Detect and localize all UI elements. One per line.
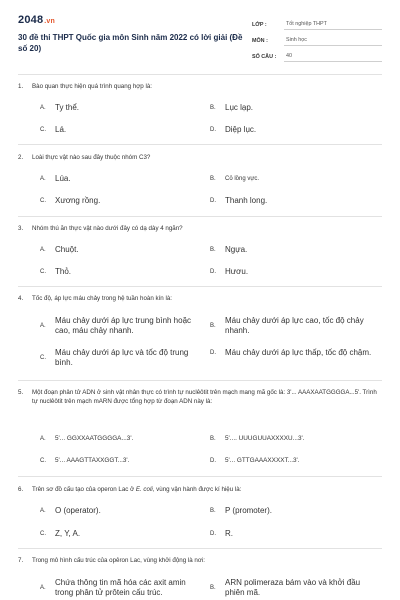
- option-text: Chuột.: [55, 245, 79, 254]
- question-number: 1.: [18, 83, 24, 90]
- meta-row-question-count: [252, 46, 382, 62]
- question-1: [18, 82, 382, 134]
- question-text: Bào quan thực hiện quá trình quang hợp là:: [32, 83, 153, 90]
- option-b[interactable]: [210, 316, 382, 336]
- option-b[interactable]: [210, 103, 253, 113]
- option-text: 5'... AAAGTTAXXGGT...3'.: [55, 457, 130, 464]
- option-letter: A.: [40, 585, 46, 591]
- meta-value: 40: [284, 53, 382, 62]
- meta-label: LỚP :: [252, 22, 267, 28]
- option-letter: A.: [40, 247, 46, 253]
- option-b[interactable]: [210, 434, 305, 444]
- option-a[interactable]: [40, 316, 210, 336]
- option-letter: D.: [210, 269, 216, 275]
- option-letter: D.: [210, 350, 216, 356]
- option-text: Máu chảy dưới áp lực và tốc độ trung bình.: [55, 348, 189, 367]
- question-text: Loài thực vật nào sau đây thuộc nhóm C3?: [32, 154, 151, 161]
- option-letter: A.: [40, 176, 46, 182]
- divider: [18, 380, 382, 381]
- option-text: Hươu.: [225, 267, 249, 276]
- option-text: Cỏ lồng vực.: [225, 176, 260, 182]
- option-letter: D.: [210, 458, 216, 464]
- option-text: Ty thể.: [55, 103, 80, 112]
- option-letter: A.: [40, 436, 46, 442]
- option-d[interactable]: [210, 456, 300, 466]
- question-number: 2.: [18, 154, 24, 161]
- question-text: Nhóm thú ăn thực vật nào dưới đây có dạ dày 4 ngăn?: [32, 225, 183, 232]
- option-d[interactable]: [210, 529, 233, 539]
- option-b[interactable]: [210, 174, 259, 184]
- option-letter: D.: [210, 198, 216, 204]
- option-c[interactable]: [40, 196, 100, 206]
- question-text: Một đoạn phân tử ADN ở sinh vật nhân thực có trình tự nuclêôtit trên mạch mang mã gốc là: 3'... AAAXAATGGGGA...5'. Trình tự nuclêôtit trên mạch mARN được tổng hợp từ đoạn ADN này là:: [32, 389, 377, 405]
- question-3: [18, 224, 382, 276]
- option-text: Diệp lục.: [225, 125, 257, 134]
- option-letter: B.: [210, 105, 216, 111]
- question-7: [18, 556, 382, 597]
- option-a[interactable]: [40, 578, 210, 598]
- meta-value: Sinh học: [284, 37, 382, 46]
- option-text: O (operator).: [55, 506, 101, 515]
- meta-value: Tốt nghiệp THPT: [284, 21, 382, 30]
- option-letter: C.: [40, 531, 46, 537]
- option-letter: C.: [40, 355, 46, 361]
- option-text: 5'.... UUUGUUAXXXXU...3'.: [225, 435, 305, 442]
- site-logo[interactable]: [18, 14, 55, 26]
- option-a[interactable]: [40, 174, 71, 184]
- meta-label: MÔN :: [252, 38, 268, 44]
- option-letter: B.: [210, 436, 216, 442]
- option-text: 5'... GTTGAAAXXXXT...3'.: [225, 457, 300, 464]
- question-number: 3.: [18, 225, 24, 232]
- document-meta: [252, 14, 382, 62]
- option-c[interactable]: [40, 529, 80, 539]
- option-letter: A.: [40, 323, 46, 329]
- divider: [18, 144, 382, 145]
- divider: [18, 216, 382, 217]
- option-letter: B.: [210, 247, 216, 253]
- option-a[interactable]: [40, 506, 101, 516]
- option-letter: C.: [40, 458, 46, 464]
- question-text: Tốc độ, áp lực máu chảy trong hệ tuần hoàn kín là:: [32, 295, 173, 302]
- divider: [18, 548, 382, 549]
- option-text: R.: [225, 529, 233, 538]
- logo-text: 2048: [18, 14, 44, 26]
- option-letter: C.: [40, 198, 46, 204]
- option-text: Lúa.: [55, 174, 71, 183]
- option-text: P (promoter).: [225, 506, 272, 515]
- question-text-part: Trên sơ đồ cấu tạo của operon Lac ở: [32, 486, 136, 493]
- option-letter: B.: [210, 585, 216, 591]
- divider: [18, 286, 382, 287]
- option-text: Lá.: [55, 125, 67, 134]
- option-a[interactable]: [40, 103, 79, 113]
- option-letter: A.: [40, 105, 46, 111]
- question-2: [18, 153, 382, 205]
- option-text: ARN polimeraza bám vào và khởi đầu phiên mã.: [225, 578, 361, 597]
- divider: [18, 74, 382, 75]
- option-letter: B.: [210, 508, 216, 514]
- option-d[interactable]: [210, 348, 382, 358]
- question-4: [18, 294, 382, 367]
- option-text: Ngựa.: [225, 245, 248, 254]
- question-number: 4.: [18, 295, 24, 302]
- question-6: [18, 485, 382, 538]
- option-text: Máu chảy dưới áp lực thấp, tốc độ chậm.: [225, 348, 372, 357]
- option-c[interactable]: [40, 348, 210, 368]
- option-letter: D.: [210, 127, 216, 133]
- option-c[interactable]: [40, 125, 66, 135]
- question-text: Trong mô hình cấu trúc của opêron Lac, vùng khởi động là nơi:: [32, 557, 205, 564]
- option-b[interactable]: [210, 578, 382, 598]
- question-number: 6.: [18, 486, 24, 493]
- option-d[interactable]: [210, 196, 267, 206]
- option-text: 5'... GGXXAATGGGGA...3'.: [55, 435, 134, 442]
- logo-suffix: .vn: [44, 18, 55, 25]
- option-d[interactable]: [210, 267, 248, 277]
- option-c[interactable]: [40, 267, 71, 277]
- document-title: 30 đề thi THPT Quốc gia môn Sinh năm 2022 có lời giải (Đề số 20): [18, 33, 243, 53]
- option-text: Chứa thông tin mã hóa các axit amin trong phân tử prôtein cấu trúc.: [55, 578, 186, 597]
- option-a[interactable]: [40, 434, 133, 444]
- option-letter: B.: [210, 176, 216, 182]
- option-text: Thanh long.: [225, 196, 268, 205]
- option-c[interactable]: [40, 456, 129, 466]
- option-text: Z, Y, A.: [55, 529, 81, 538]
- divider: [18, 476, 382, 477]
- document-header: [0, 0, 400, 78]
- question-text: [32, 485, 382, 494]
- option-letter: D.: [210, 531, 216, 537]
- option-a[interactable]: [40, 245, 79, 255]
- option-letter: A.: [40, 508, 46, 514]
- option-b[interactable]: [210, 245, 247, 255]
- option-text: Máu chảy dưới áp lực cao, tốc độ chảy nhanh.: [225, 316, 364, 335]
- question-5: [18, 388, 382, 464]
- option-letter: C.: [40, 127, 46, 133]
- option-d[interactable]: [210, 125, 256, 135]
- question-number: 5.: [18, 389, 24, 396]
- question-text-italic: E. coli: [135, 486, 153, 493]
- meta-row-subject: [252, 30, 382, 46]
- option-text: Xương rồng.: [55, 196, 101, 205]
- meta-label: SỐ CÂU :: [252, 54, 277, 60]
- question-number: 7.: [18, 557, 24, 564]
- question-text-part: , vùng vận hành được kí hiệu là:: [152, 486, 242, 493]
- option-text: Lục lạp.: [225, 103, 254, 112]
- option-text: Máu chảy dưới áp lực trung bình hoặc cao, máu chảy nhanh.: [55, 316, 192, 335]
- option-b[interactable]: [210, 506, 272, 516]
- option-text: Thỏ.: [55, 267, 72, 276]
- option-letter: C.: [40, 269, 46, 275]
- option-letter: B.: [210, 323, 216, 329]
- meta-row-class: [252, 14, 382, 30]
